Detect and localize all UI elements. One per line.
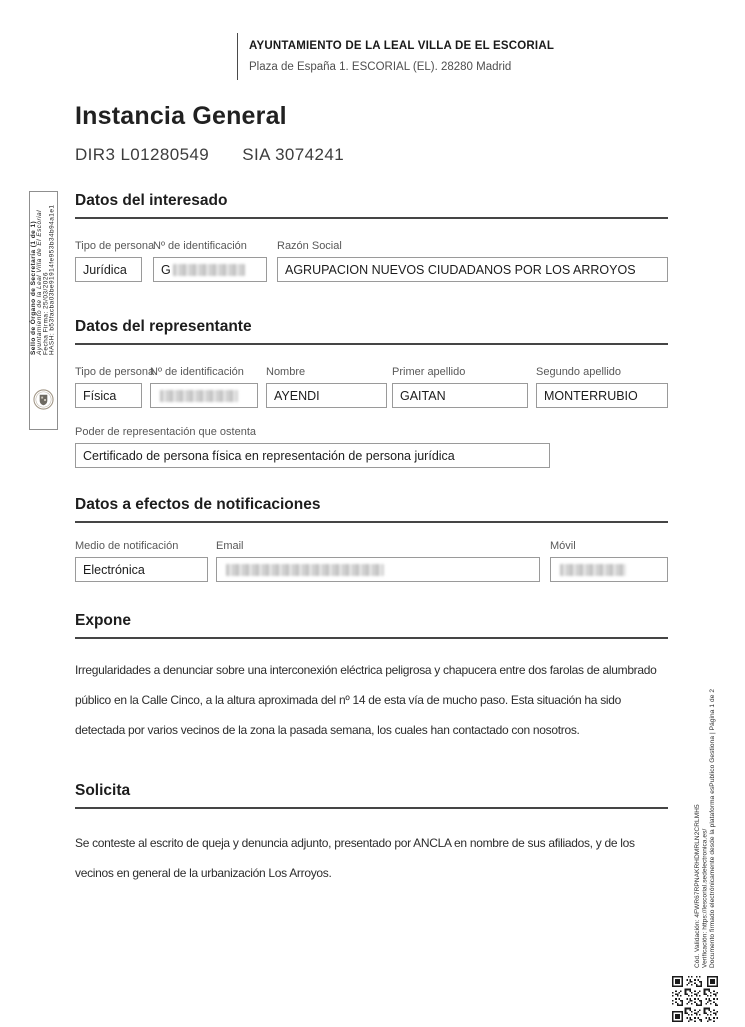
section-heading: Datos del representante	[75, 318, 252, 335]
field-segundo-apellido	[536, 366, 668, 408]
page-title: Instancia General	[75, 102, 287, 130]
redacted-value	[173, 264, 245, 276]
registry-codes	[75, 145, 372, 165]
field-value-box	[75, 443, 550, 468]
section-divider	[75, 217, 668, 219]
field-label: Tipo de persona	[75, 366, 155, 378]
field-value-box	[150, 383, 258, 408]
stamp-title: Sello de Órgano de Secretaría (1 de 1)	[30, 220, 37, 355]
section-datos-interesado	[75, 192, 668, 277]
field-value: Jurídica	[83, 262, 127, 277]
field-tipo-de-persona	[75, 240, 155, 282]
field-value: MONTERRUBIO	[544, 388, 638, 403]
section-divider	[75, 637, 668, 639]
letterhead-divider	[237, 33, 238, 80]
validation-code: Cód. Validación: 4FWR67RPNAKRHDMRLN2CRLMH5	[694, 804, 701, 968]
field-label: Nº de identificación	[153, 240, 247, 252]
field-value: AGRUPACION NUEVOS CIUDADANOS POR LOS ARROYOS	[285, 262, 636, 277]
field-label: Nombre	[266, 366, 306, 378]
field-label: Tipo de persona	[75, 240, 155, 252]
field-value: GAITAN	[400, 388, 446, 403]
section-heading: Datos a efectos de notificaciones	[75, 496, 321, 513]
expone-body: Irregularidades a denunciar sobre una interconexión eléctrica peligrosa y chapucera entre dos farolas de alumbrado público en la Calle Cinco, a la altura aproximada del nº 14 de esta vía de mucho paso. Esta situación ha sido detectada por varios vecinos de la zona la pasada semana, los cuales han contactado con nosotros.	[75, 663, 657, 737]
field-primer-apellido	[392, 366, 528, 408]
stamp-date: Fecha Firma: 25/03/2026	[42, 272, 50, 355]
field-label: Email	[216, 540, 244, 552]
section-heading: Datos del interesado	[75, 192, 228, 209]
field-movil	[550, 540, 668, 582]
section-divider	[75, 807, 668, 809]
stamp-org: Ayuntamiento de la Leal Villa de El Escorial	[36, 209, 44, 355]
stamp-text	[31, 191, 56, 355]
field-value-box	[75, 383, 142, 408]
field-label: Medio de notificación	[75, 540, 179, 552]
field-tipo-de-persona	[75, 366, 155, 408]
org-address: Plaza de España 1. ESCORIAL (EL). 28280 Madrid	[249, 61, 512, 73]
redacted-value	[560, 564, 626, 576]
org-name: AYUNTAMIENTO DE LA LEAL VILLA DE EL ESCORIAL	[249, 40, 555, 52]
field-value-box	[266, 383, 387, 408]
section-heading: Expone	[75, 612, 131, 629]
verification-margin-text	[694, 638, 717, 968]
section-divider	[75, 343, 668, 345]
field-poder-representacion	[75, 426, 550, 468]
sia-code: SIA 3074241	[242, 145, 345, 164]
signed-note: Documento firmado electrónicamente desde la plataforma esPublico Gestiona | Página 1 de 2	[709, 688, 716, 968]
field-medio-notificacion	[75, 540, 208, 582]
field-value: Certificado de persona física en representación de persona jurídica	[83, 448, 455, 463]
field-razon-social	[277, 240, 668, 282]
redacted-value	[160, 390, 238, 402]
section-expone	[75, 612, 668, 737]
official-seal-icon	[33, 389, 54, 415]
field-email	[216, 540, 540, 582]
section-datos-representante	[75, 318, 668, 463]
field-value-box	[277, 257, 668, 282]
section-heading: Solicita	[75, 782, 131, 799]
section-solicita	[75, 782, 668, 880]
field-value: G	[161, 262, 171, 277]
field-label: Móvil	[550, 540, 576, 552]
verification-url: Verificación: https://lescorial.sedelectronica.es/	[701, 828, 709, 968]
field-label: Poder de representación que ostenta	[75, 426, 257, 438]
field-value-box	[392, 383, 528, 408]
field-value-box	[153, 257, 267, 282]
field-label: Razón Social	[277, 240, 342, 252]
redacted-value	[226, 564, 384, 576]
field-value-box	[550, 557, 668, 582]
field-value-box	[75, 257, 142, 282]
section-datos-notificaciones	[75, 496, 668, 577]
field-value-box	[75, 557, 208, 582]
secretary-stamp-box	[29, 191, 58, 430]
dir3-code: DIR3 L01280549	[75, 145, 210, 164]
section-divider	[75, 521, 668, 523]
field-value: AYENDI	[274, 388, 320, 403]
field-num-identificacion	[150, 366, 258, 408]
verification-qr-code	[672, 976, 718, 1022]
field-label: Segundo apellido	[536, 366, 622, 378]
field-value-box	[216, 557, 540, 582]
field-nombre	[266, 366, 387, 408]
field-value: Electrónica	[83, 562, 145, 577]
field-label: Nº de identificación	[150, 366, 244, 378]
stamp-hash: HASH: b53facba03be91914fe953b34b94a1e1	[48, 204, 56, 355]
solicita-body: Se conteste al escrito de queja y denuncia adjunto, presentado por ANCLA en nombre de sus afiliados, y de los vecinos en general de la urbanización Los Arroyos.	[75, 836, 635, 880]
field-label: Primer apellido	[392, 366, 466, 378]
field-num-identificacion	[153, 240, 267, 282]
field-value-box	[536, 383, 668, 408]
field-value: Física	[83, 388, 117, 403]
